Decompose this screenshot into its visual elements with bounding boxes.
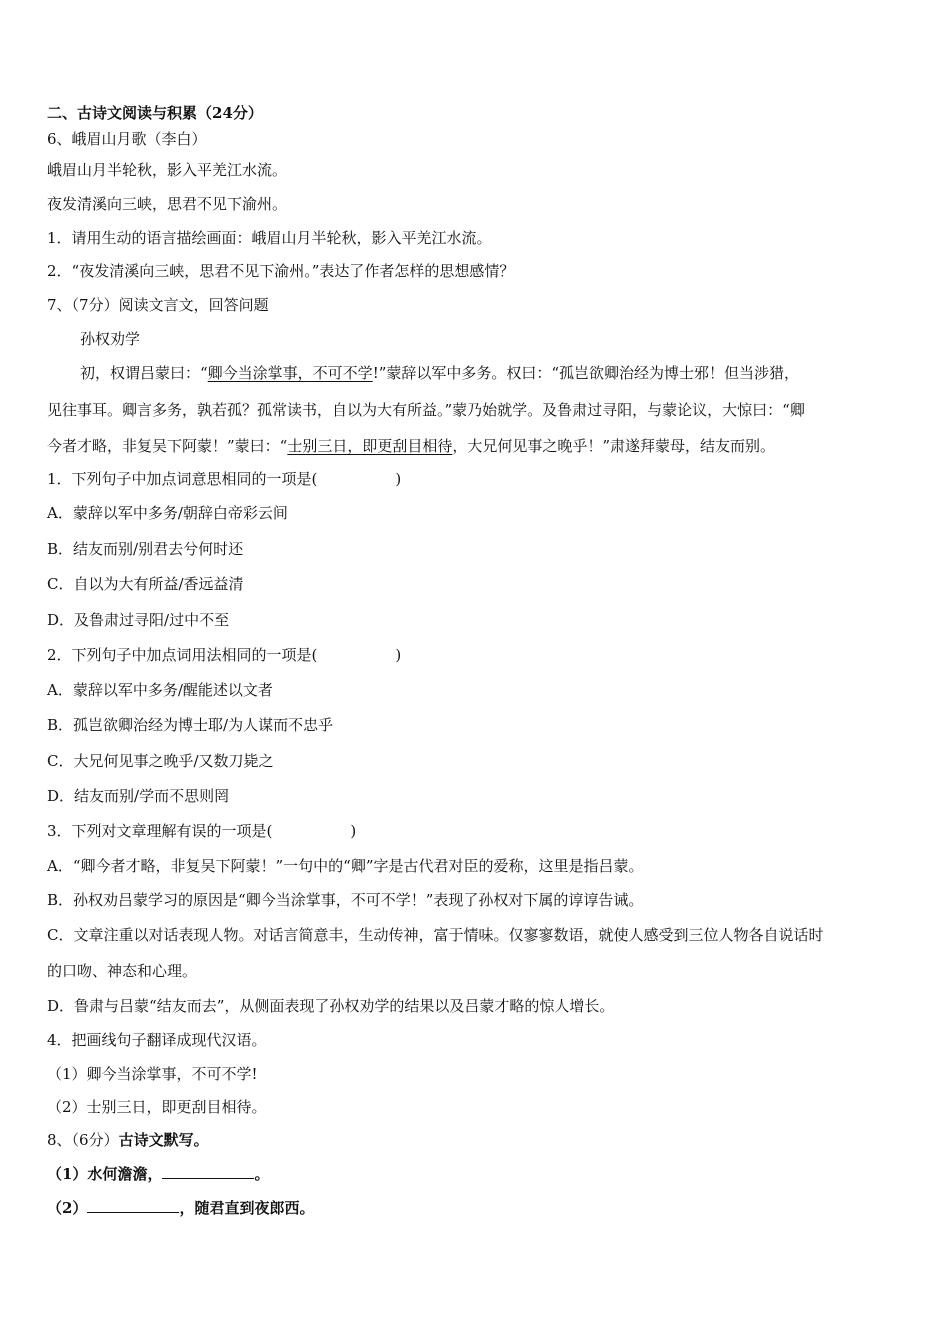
fill-in-blank[interactable]	[87, 1198, 179, 1213]
q7-s2-stem	[47, 645, 401, 665]
q7-s1-option-d: D．及鲁肃过寻阳/过中不至	[47, 611, 230, 629]
passage-line-3b: ，大兄何见事之晚乎！”肃遂拜蒙母，结友而别。	[452, 437, 776, 455]
q7-s2-option-d: D．结友而别/学而不思则罔	[47, 787, 230, 805]
q6-title: 6、峨眉山月歌（李白）	[47, 130, 207, 148]
q7-s3-option-c-line1: C．文章注重以对话表现人物。对话言简意丰，生动传神，富于情味。仅寥寥数语，就使人感受到三位人物各自说话时	[47, 926, 824, 944]
q7-s1-option-a: A．蒙辞以军中多务/朝辞白帝彩云间	[47, 504, 288, 522]
q8-item-1-end: 。	[254, 1165, 270, 1183]
underlined-sentence-1: 卿今当涂掌事，不可不学	[207, 364, 373, 382]
passage-line-1a: 初，权谓吕蒙曰：“	[80, 364, 208, 382]
q8-item-1	[47, 1164, 269, 1184]
q7-s2-stem-close: )	[395, 646, 402, 664]
q7-s1-option-b: B．结友而别/别君去兮何时还	[47, 540, 244, 558]
q8-title-score: 8、（6分）	[47, 1131, 119, 1149]
passage-line-1	[80, 363, 799, 383]
poem-line-1: 峨眉山月半轮秋，影入平羌江水流。	[47, 161, 288, 179]
q7-s3-stem-text: 3．下列对文章理解有误的一项是(	[47, 822, 273, 840]
q7-title: 7、（7分）阅读文言文，回答问题	[47, 296, 269, 314]
q8-title-text: 古诗文默写。	[118, 1131, 209, 1149]
passage-line-3	[47, 436, 775, 456]
q7-s2-option-a: A．蒙辞以军中多务/醒能述以文者	[47, 681, 273, 699]
passage-line-2: 见往事耳。卿言多务，孰若孤？孤常读书，自以为大有所益。”蒙乃始就学。及鲁肃过寻阳，与蒙论议，大惊曰：“卿	[47, 401, 805, 419]
q7-s1-stem	[47, 469, 401, 489]
fill-in-blank[interactable]	[162, 1164, 254, 1179]
q8-item-2	[47, 1198, 314, 1218]
q7-s1-option-c: C．自以为大有所益/香远益清	[47, 575, 244, 593]
q7-s3-option-b: B．孙权劝吕蒙学习的原因是“卿今当涂掌事，不可不学！”表现了孙权对下属的谆谆告诫。	[47, 891, 644, 909]
passage-line-1b: !”蒙辞以军中多务。权曰：“孤岂欲卿治经为博士邪！但当涉猎，	[372, 364, 800, 382]
q8-title	[47, 1130, 209, 1150]
poem-line-2: 夜发清溪向三峡，思君不见下渝州。	[47, 195, 288, 213]
underlined-sentence-2: 士别三日，即更刮目相待	[287, 437, 453, 455]
passage-line-3a: 今者才略，非复吴下阿蒙！”蒙曰：“	[47, 437, 288, 455]
q8-item-2-number: （2）	[47, 1199, 88, 1217]
q7-s3-stem-close: )	[350, 822, 357, 840]
q7-s2-option-b: B．孤岂欲卿治经为博士耶/为人谋而不忠乎	[47, 716, 334, 734]
q7-s3-option-a: A．“卿今者才略，非复吴下阿蒙！”一句中的“卿”字是古代君对臣的爱称，这里是指吕蒙。	[47, 857, 644, 875]
q7-s3-option-d: D．鲁肃与吕蒙“结友而去”，从侧面表现了孙权劝学的结果以及吕蒙才略的惊人增长。	[47, 997, 615, 1015]
q6-sub2: 2．“夜发清溪向三峡，思君不见下渝州。”表达了作者怎样的思想感情？	[47, 262, 515, 280]
q7-s4-item-1: （1）卿今当涂掌事，不可不学!	[47, 1065, 258, 1083]
q7-s4-item-2: （2）士别三日，即更刮目相待。	[47, 1098, 267, 1116]
q8-item-2-text: ，随君直到夜郎西。	[179, 1199, 315, 1217]
q7-s4-stem: 4．把画线句子翻译成现代汉语。	[47, 1031, 267, 1049]
q6-sub1: 1．请用生动的语言描绘画面：峨眉山月半轮秋，影入平羌江水流。	[47, 229, 492, 247]
passage-title: 孙权劝学	[80, 330, 141, 348]
q7-s3-option-c-line2: 的口吻、神态和心理。	[47, 962, 198, 980]
q7-s1-stem-text: 1．下列句子中加点词意思相同的一项是(	[47, 470, 318, 488]
section-title: 二、古诗文阅读与积累（24分）	[47, 104, 263, 122]
q7-s2-stem-text: 2．下列句子中加点词用法相同的一项是(	[47, 646, 318, 664]
q7-s1-stem-close: )	[395, 470, 402, 488]
q8-item-1-text: （1）水何澹澹，	[47, 1165, 163, 1183]
q7-s3-stem	[47, 821, 356, 841]
q7-s2-option-c: C．大兄何见事之晚乎/又数刀毙之	[47, 752, 274, 770]
